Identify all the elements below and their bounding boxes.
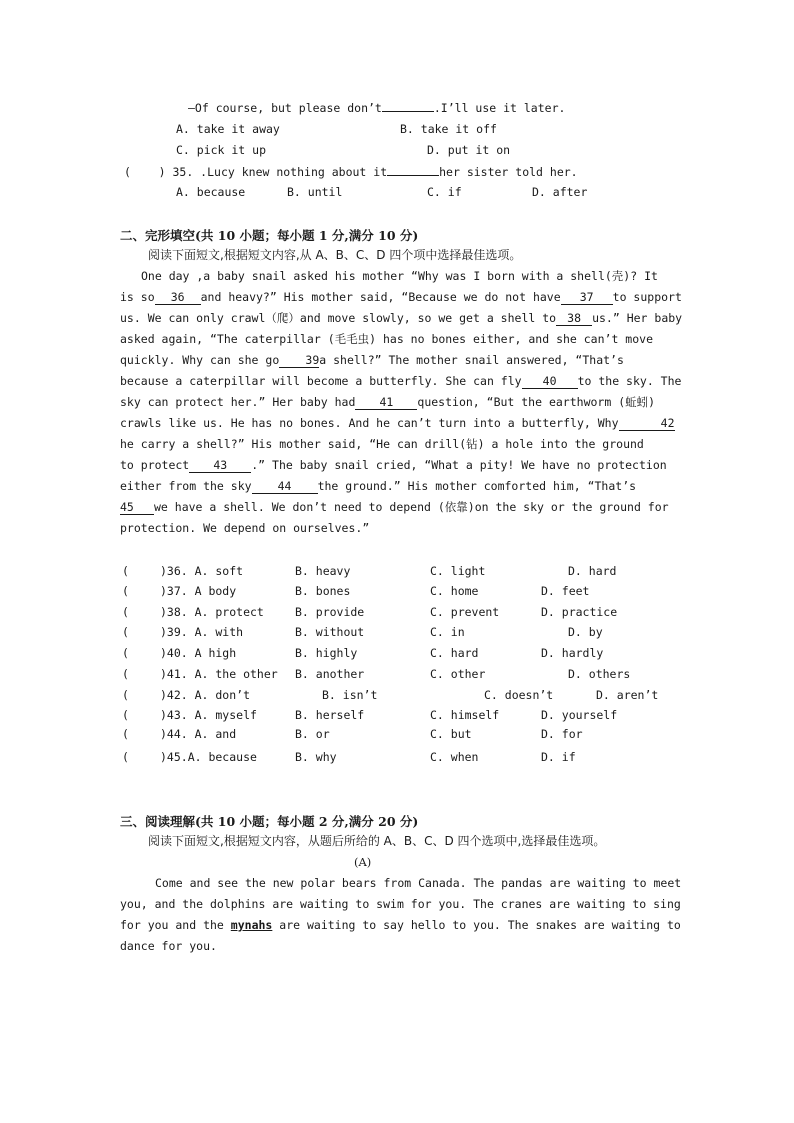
reading-text: are waiting to say hello to you. The snakes are waiting to [279,918,681,932]
q43-option-a: )43. A. myself [160,708,257,722]
section2-instruction: 阅读下面短文,根据短文内容,从 A、B、C、D 四个项中选择最佳选项。 [148,248,522,262]
paren: ( [122,564,129,578]
passage-text: either from the sky [120,479,252,493]
q40-option-b: B. highly [295,646,358,660]
q43-option-d: D. yourself [541,708,618,722]
passage-text: and heavy?” His mother said, “Because we do not have [200,290,561,304]
passage-text: a shell?” The mother snail answered, “That’s [319,353,624,367]
q42-option-a: )42. A. don’t [160,688,251,702]
passage-a-label: (A) [354,855,372,869]
q42-option-d: D. aren’t [596,688,659,702]
blank-44: 44 [252,480,318,494]
q40-option-c: C. hard [430,646,479,660]
passage-text: to the sky. The [577,374,682,388]
q38-option-b: B. provide [295,605,365,619]
blank-45: 45 [120,501,154,515]
q41-option-a: )41. A. the other [160,667,278,681]
q35-option-b: B. until [287,185,343,199]
passage-line-10 [120,458,667,473]
passage-text: quickly. Why can she go [120,353,280,367]
q39-option-c: C. in [430,625,465,639]
mynahs-word: mynahs [230,918,273,932]
blank-43: 43 [189,459,251,473]
q39-option-a: )39. A. with [160,625,244,639]
q34-option-b: B. take it off [400,122,497,136]
q44-option-d: D. for [541,727,583,741]
reading-line-1: Come and see the new polar bears from Canada. The pandas are waiting to meet [155,876,682,890]
q42-option-c: C. doesn’t [484,688,554,702]
q43-option-c: C. himself [430,708,500,722]
blank-40: 40 [522,375,578,389]
blank-38: 38 [556,312,592,326]
paren: ( [122,708,129,722]
q41-option-d: D. others [568,667,631,681]
q37-option-d: D. feet [541,584,590,598]
q35-option-a: A. because [176,185,246,199]
passage-line-5 [120,353,624,368]
paren: ( [122,750,129,764]
q35-stem: 35. .Lucy knew nothing about it [172,165,388,179]
paren: ( [122,646,129,660]
passage-line-7 [120,395,655,410]
passage-text: crawls like us. He has no bones. And he can’t turn into a butterfly, Why [120,416,619,430]
q37-option-a: )37. A body [160,584,237,598]
q34-blank [382,100,434,112]
q38-option-d: D. practice [541,605,618,619]
q35-paren: ( ) [124,165,166,179]
passage-line-2 [120,290,682,305]
q40-option-a: )40. A high [160,646,237,660]
paren: ( [122,727,129,741]
q34-option-c: C. pick it up [176,143,267,157]
passage-text: sky can protect her.” Her baby had [120,395,356,409]
q35-blank [387,164,439,176]
passage-text: question, “But the earthworm (蚯蚓) [417,395,656,409]
passage-text: .” The baby snail cried, “What a pity! We have no protection [251,458,667,472]
reading-text: for you and the [120,918,224,932]
q45-option-b: B. why [295,750,337,764]
passage-line-6 [120,374,681,389]
q39-option-b: B. without [295,625,365,639]
passage-text: to support [612,290,682,304]
paren: ( [122,667,129,681]
paren: ( [122,584,129,598]
q34-after: .I’ll use it later. [433,101,566,115]
section3-instruction: 阅读下面短文,根据短文内容，从题后所给的 A、B、C、D 四个选项中,选择最佳选项。 [148,834,606,848]
q40-option-d: D. hardly [541,646,604,660]
q44-option-c: C. but [430,727,472,741]
passage-line-12 [120,500,669,515]
passage-line-13: protection. We depend on ourselves.” [120,521,370,535]
reading-line-4: dance for you. [120,939,217,953]
paren: ( [122,688,129,702]
q36-option-d: D. hard [568,564,617,578]
paren: ( [122,605,129,619]
passage-line-8 [120,416,675,431]
q41-option-b: B. another [295,667,365,681]
q35-stem-post: her sister told her. [439,165,578,179]
q45-option-a: )45.A. because [160,750,257,764]
passage-text: us. We can only crawl（爬）and move slowly, so we get a shell to [120,311,557,325]
q45-option-d: D. if [541,750,576,764]
passage-text: we have a shell. We don’t need to depend (依靠)on the sky or the ground for [154,500,669,514]
q44-option-a: )44. A. and [160,727,237,741]
passage-line-1: One day ,a baby snail asked his mother “Why was I born with a shell(壳)? It [141,269,658,283]
q34-option-a: A. take it away [176,122,280,136]
passage-line-9: he carry a shell?” His mother said, “He can drill(钻) a hole into the ground [120,437,644,451]
q43-option-b: B. herself [295,708,365,722]
passage-text: to protect [120,458,190,472]
q36-option-a: )36. A. soft [160,564,244,578]
q36-option-b: B. heavy [295,564,351,578]
blank-36: 36 [155,291,201,305]
q39-option-d: D. by [568,625,603,639]
reading-line-3 [120,918,681,932]
q38-option-c: C. prevent [430,605,500,619]
passage-line-4: asked again, “The caterpillar (毛毛虫) has no bones either, and she can’t move [120,332,653,346]
q34-line [188,100,565,115]
passage-line-11 [120,479,636,494]
blank-42: 42 [619,417,675,431]
q42-option-b: B. isn’t [322,688,378,702]
passage-text: us.” Her baby [592,311,683,325]
q37-option-b: B. bones [295,584,351,598]
q41-option-c: C. other [430,667,486,681]
q35-line [124,164,578,179]
q35-option-d: D. after [532,185,588,199]
passage-line-3 [120,311,682,326]
q35-option-c: C. if [427,185,462,199]
passage-text: the ground.” His mother comforted him, “That’s [317,479,637,493]
reading-line-2: you, and the dolphins are waiting to swim for you. The cranes are waiting to sing [120,897,681,911]
blank-41: 41 [355,396,417,410]
q38-option-a: )38. A. protect [160,605,264,619]
paren: ( [122,625,129,639]
passage-text: because a caterpillar will become a butterfly. She can fly [120,374,522,388]
q45-option-c: C. when [430,750,479,764]
section3-title: 三、阅读理解(共 10 小题；每小题 2 分,满分 20 分) [120,814,419,829]
q34-option-d: D. put it on [427,143,511,157]
q34-text: —Of course, but please don’t [188,101,382,115]
q37-option-c: C. home [430,584,479,598]
section2-title: 二、完形填空(共 10 小题；每小题 1 分,满分 10 分) [120,228,419,243]
passage-text: is so [120,290,155,304]
blank-39: 39 [279,354,319,368]
blank-37: 37 [561,291,613,305]
q36-option-c: C. light [430,564,486,578]
q44-option-b: B. or [295,727,330,741]
